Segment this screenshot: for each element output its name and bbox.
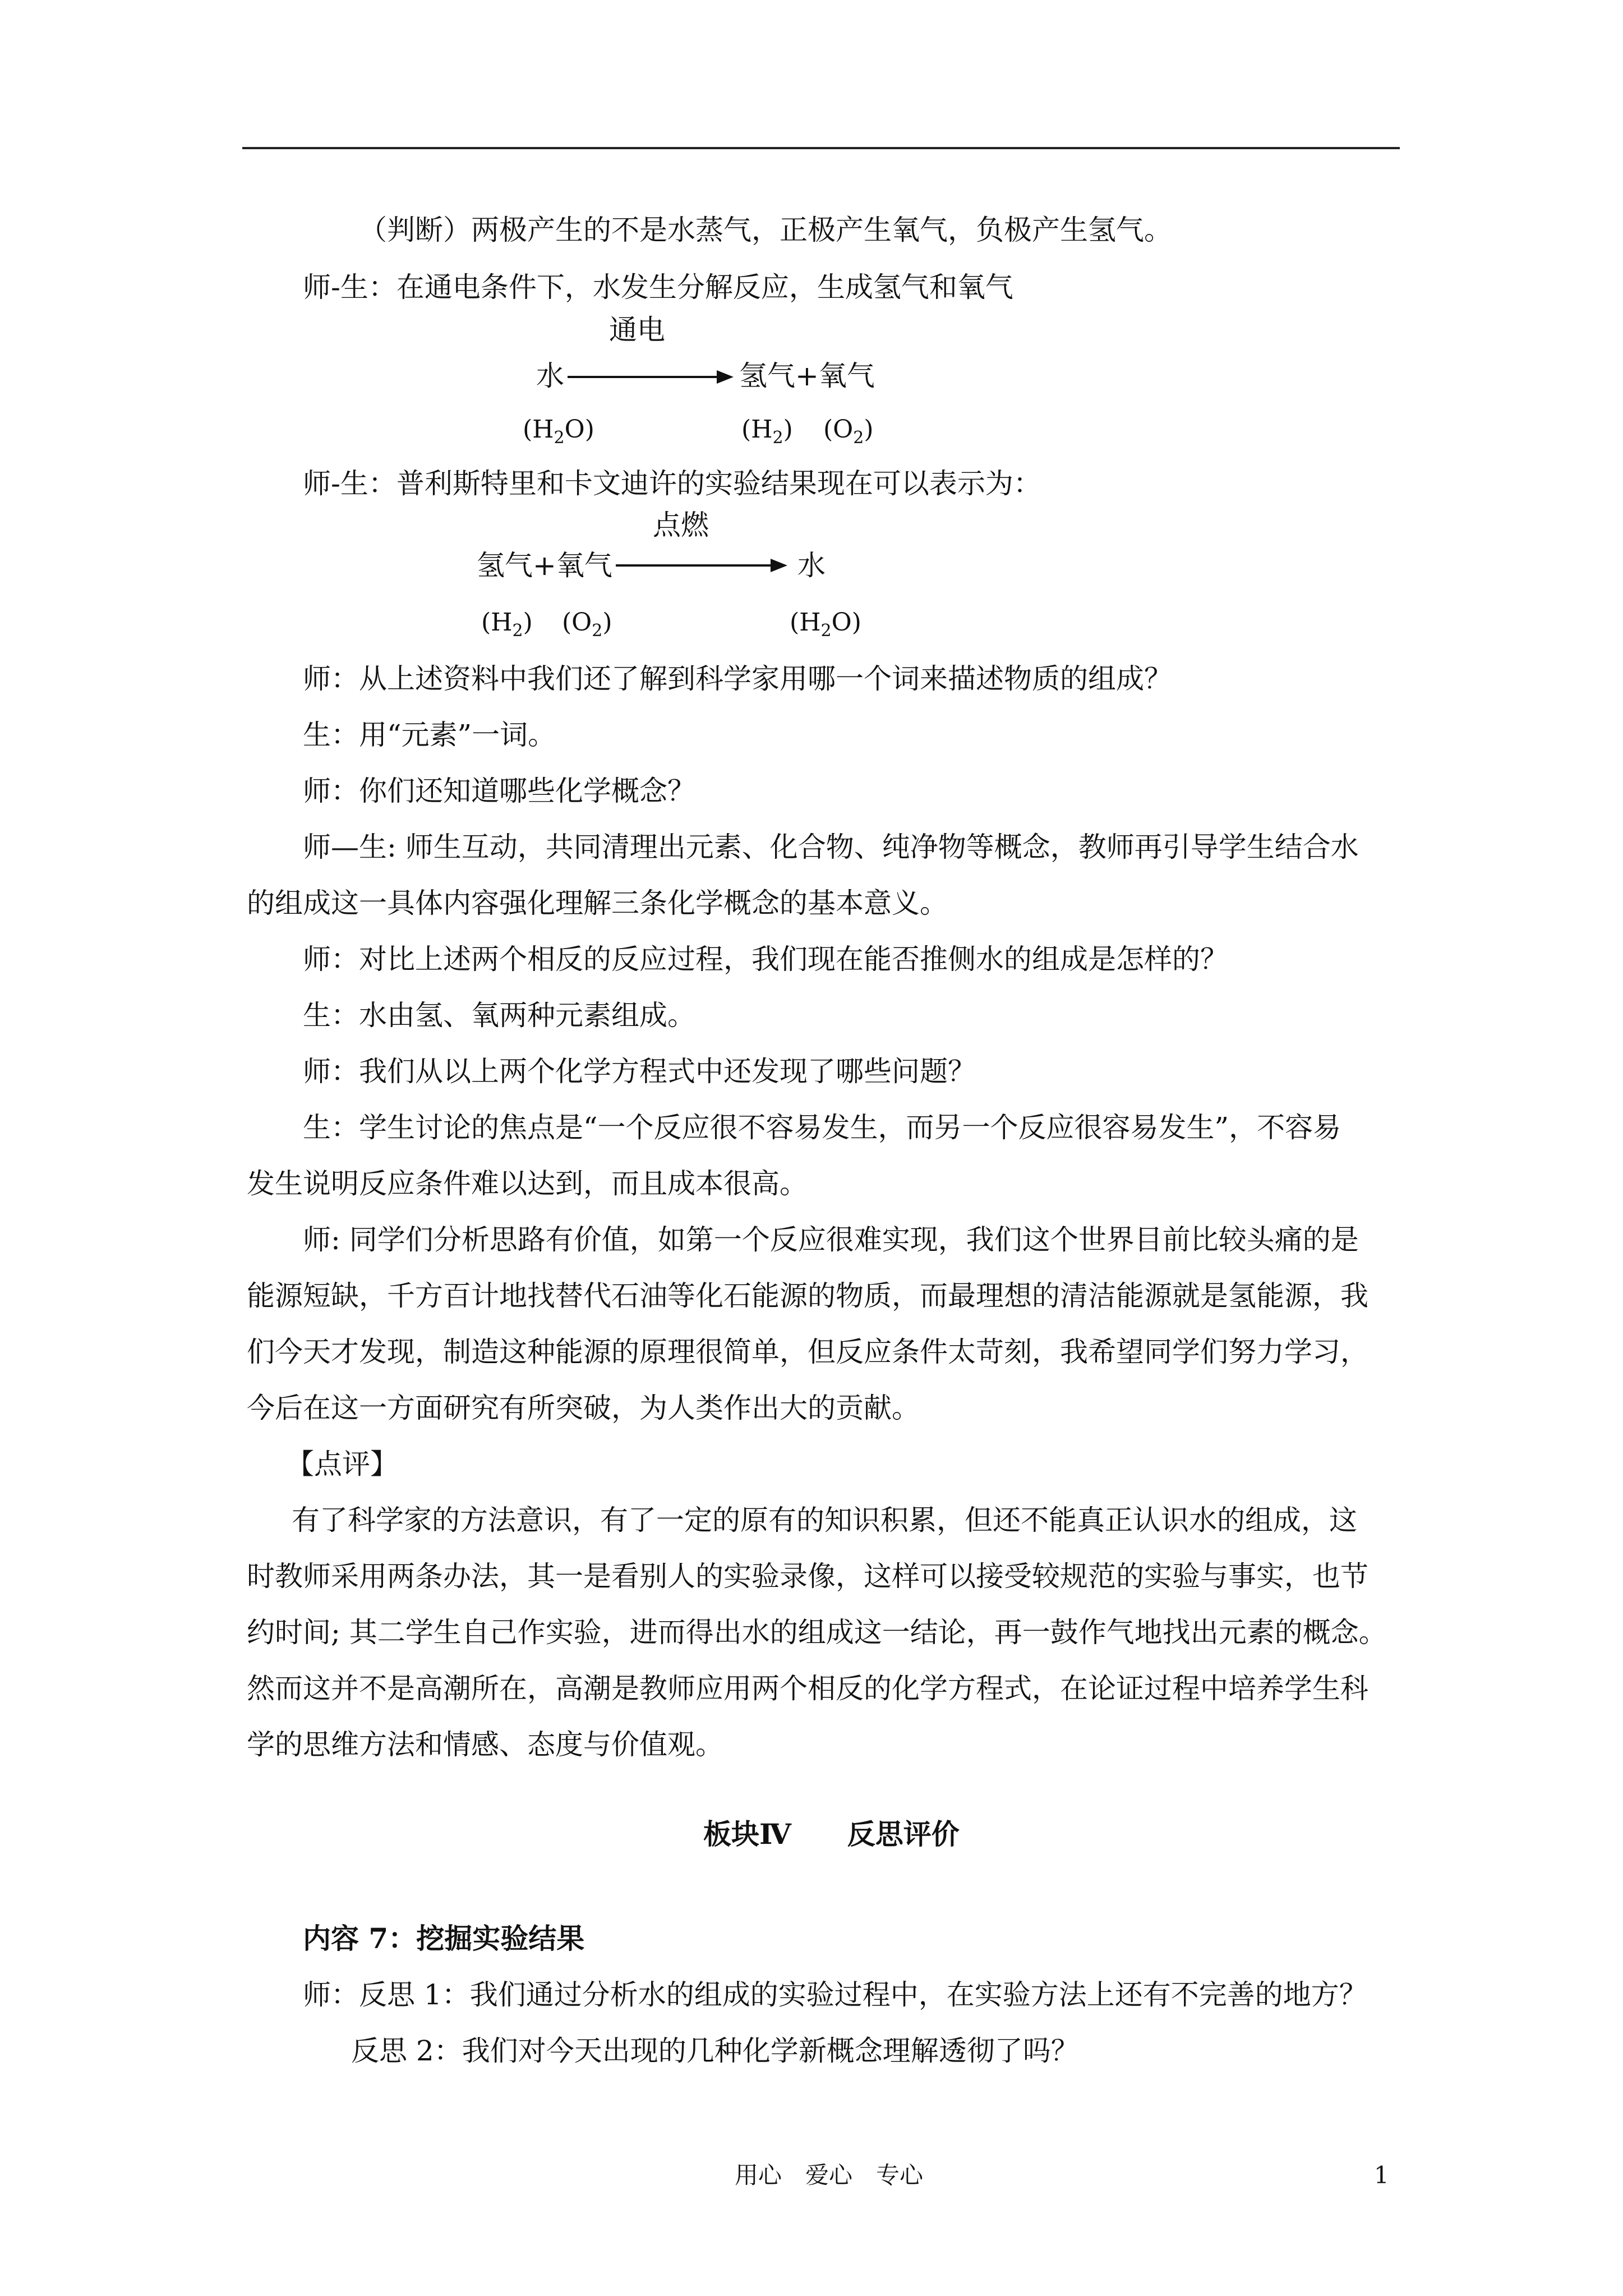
paragraph-answer-composition: 生：水由氢、氧两种元素组成。 [303, 999, 695, 1032]
equation1-reactant: 水 [536, 360, 564, 392]
reflection-1: 师：反思 1：我们通过分析水的组成的实验过程中，在实验方法上还有不完善的地方？ [303, 1978, 1367, 2011]
paragraph-teacher-student-electrolysis: 师-生：在通电条件下，水发生分解反应，生成氢气和氧气 [303, 271, 1013, 303]
equation1-condition: 通电 [609, 314, 665, 346]
equation1-formula-hydrogen: $(H_2)$ [741, 415, 793, 448]
reflection-2: 反思 2：我们对今天出现的几种化学新概念理解透彻了吗？ [351, 2035, 1079, 2067]
paragraph-question-concepts: 师：你们还知道哪些化学概念？ [303, 775, 695, 807]
paragraph-teacher-summary-line2: 能源短缺，千方百计地找替代石油等化石能源的物质，而最理想的清洁能源就是氢能源，我 [247, 1280, 1368, 1312]
paragraph-interaction-line1: 师—生: 师生互动，共同清理出元素、化合物、纯净物等概念，教师再引导学生结合水 [303, 831, 1359, 863]
paragraph-question-problems: 师：我们从以上两个化学方程式中还发现了哪些问题？ [303, 1055, 976, 1088]
paragraph-judgment: （判断）两极产生的不是水蒸气，正极产生氧气，负极产生氢气。 [359, 214, 1172, 246]
footer-motto: 用心 爱心 专心 [735, 2161, 924, 2189]
equation1-formula-water: $(H_2O)$ [523, 415, 594, 448]
section-title: 板块Ⅳ 反思评价 [703, 1818, 960, 1851]
equation2-arrow [616, 564, 784, 567]
comment-line1: 有了科学家的方法意识，有了一定的原有的知识积累，但还不能真正认识水的组成，这 [292, 1504, 1357, 1536]
equation2-condition: 点燃 [653, 509, 709, 541]
equation2-formula-water: $(H_2O)$ [790, 608, 861, 641]
paragraph-answer-element: 生：用“元素”一词。 [303, 719, 556, 751]
comment-heading: 【点评】 [286, 1448, 398, 1480]
comment-line3: 约时间; 其二学生自己作实验，进而得出水的组成这一结论，再一鼓作气地找出元素的概念。 [247, 1616, 1387, 1649]
paragraph-interaction-line2: 的组成这一具体内容强化理解三条化学概念的基本意义。 [247, 887, 948, 919]
equation1-products: 氢气+氧气 [739, 360, 875, 392]
paragraph-teacher-summary-line3: 们今天才发现，制造这种能源的原理很简单，但反应条件太苛刻，我希望同学们努力学习， [247, 1336, 1368, 1368]
comment-line4: 然而这并不是高潮所在，高潮是教师应用两个相反的化学方程式，在论证过程中培养学生科 [247, 1672, 1368, 1705]
header-rule [242, 147, 1400, 149]
paragraph-discussion-line2: 发生说明反应条件难以达到，而且成本很高。 [247, 1167, 808, 1200]
comment-line2: 时教师采用两条办法，其一是看别人的实验录像，这样可以接受较规范的实验与事实，也节 [247, 1560, 1368, 1593]
equation2-reactants: 氢气+氧气 [477, 549, 612, 582]
paragraph-question-element: 师：从上述资料中我们还了解到科学家用哪一个词来描述物质的组成？ [303, 662, 1172, 695]
equation2-product: 水 [797, 549, 826, 582]
equation2-formula-oxygen: $(O_2)$ [562, 608, 612, 641]
paragraph-discussion-line1: 生：学生讨论的焦点是“一个反应很不容易发生，而另一个反应很容易发生”，不容易 [303, 1111, 1341, 1144]
equation2-formula-hydrogen: $(H_2)$ [481, 608, 533, 641]
paragraph-question-composition: 师：对比上述两个相反的反应过程，我们现在能否推侧水的组成是怎样的？ [303, 943, 1228, 976]
content-title: 内容 7：挖掘实验结果 [303, 1922, 585, 1955]
equation1-formula-oxygen: $(O_2)$ [823, 415, 874, 448]
equation1-arrow [568, 376, 730, 378]
paragraph-teacher-summary-line1: 师: 同学们分析思路有价值，如第一个反应很难实现，我们这个世界目前比较头痛的是 [303, 1223, 1359, 1256]
comment-line5: 学的思维方法和情感、态度与价值观。 [247, 1728, 723, 1761]
page-number: 1 [1374, 2161, 1389, 2189]
paragraph-priestley-cavendish: 师-生：普利斯特里和卡文迪许的实验结果现在可以表示为： [303, 467, 1041, 500]
paragraph-teacher-summary-line4: 今后在这一方面研究有所突破，为人类作出大的贡献。 [247, 1392, 920, 1424]
